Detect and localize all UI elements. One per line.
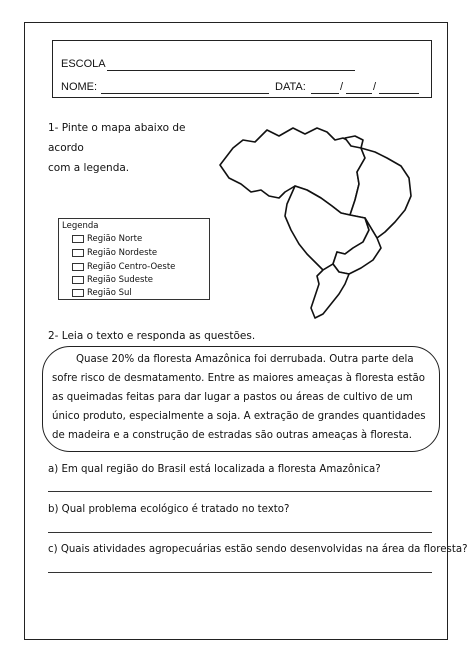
header-box — [52, 40, 432, 98]
question-1-line-2: com a legenda. — [48, 162, 130, 174]
date-year-field[interactable] — [379, 93, 419, 94]
legend-item-centro-oeste — [72, 262, 175, 272]
school-label: ESCOLA — [61, 58, 106, 70]
legend-item-sudeste — [72, 275, 153, 285]
question-2b: b) Qual problema ecológico é tratado no texto? — [48, 504, 290, 515]
reading-paragraph: Quase 20% da floresta Amazônica foi derrubada. Outra parte dela sofre risco de desmatamento. Entre as maiores ameaças à floresta estão as queimadas feitas para dar lugar a pastos ou áreas de cultivo de um único produto, especialmente a soja. A extração de grandes quantidades de madeira e a construção de estradas são outras ameaças à floresta. — [52, 354, 426, 441]
name-field[interactable] — [101, 93, 269, 94]
legend-item-sul — [72, 288, 132, 298]
question-1-line-1: 1- Pinte o mapa abaixo de acordo — [48, 122, 186, 154]
date-separator-1: / — [340, 81, 344, 93]
question-2a: a) Em qual região do Brasil está localizada a floresta Amazônica? — [48, 464, 381, 475]
legend-swatch[interactable] — [72, 263, 84, 271]
date-month-field[interactable] — [346, 93, 372, 94]
name-label: NOME: — [61, 81, 98, 93]
legend-swatch[interactable] — [72, 249, 84, 257]
answer-line-b[interactable] — [48, 532, 432, 533]
legend-label: Região Sul — [87, 288, 132, 298]
legend-title: Legenda — [62, 221, 99, 231]
legend-swatch[interactable] — [72, 289, 84, 297]
brazil-regions-map[interactable] — [215, 120, 415, 325]
date-separator-2: / — [373, 81, 377, 93]
date-label: DATA: — [275, 81, 306, 93]
legend-item-norte — [72, 234, 142, 244]
legend-label: Região Norte — [87, 234, 143, 244]
answer-line-a[interactable] — [48, 491, 432, 492]
school-field[interactable] — [107, 70, 355, 71]
map-region-sul — [311, 264, 349, 318]
legend-swatch[interactable] — [72, 235, 84, 243]
question-1 — [48, 118, 218, 178]
answer-line-c[interactable] — [48, 572, 432, 573]
legend-label: Região Sudeste — [87, 275, 154, 285]
map-legend — [58, 218, 210, 300]
question-2-title: 2- Leia o texto e responda as questões. — [48, 330, 256, 342]
legend-item-nordeste — [72, 248, 157, 258]
legend-label: Região Centro-Oeste — [87, 262, 176, 272]
question-2c: c) Quais atividades agropecuárias estão sendo desenvolvidas na área da floresta? — [48, 544, 468, 555]
date-day-field[interactable] — [311, 93, 339, 94]
legend-swatch[interactable] — [72, 276, 84, 284]
legend-label: Região Nordeste — [87, 248, 158, 258]
